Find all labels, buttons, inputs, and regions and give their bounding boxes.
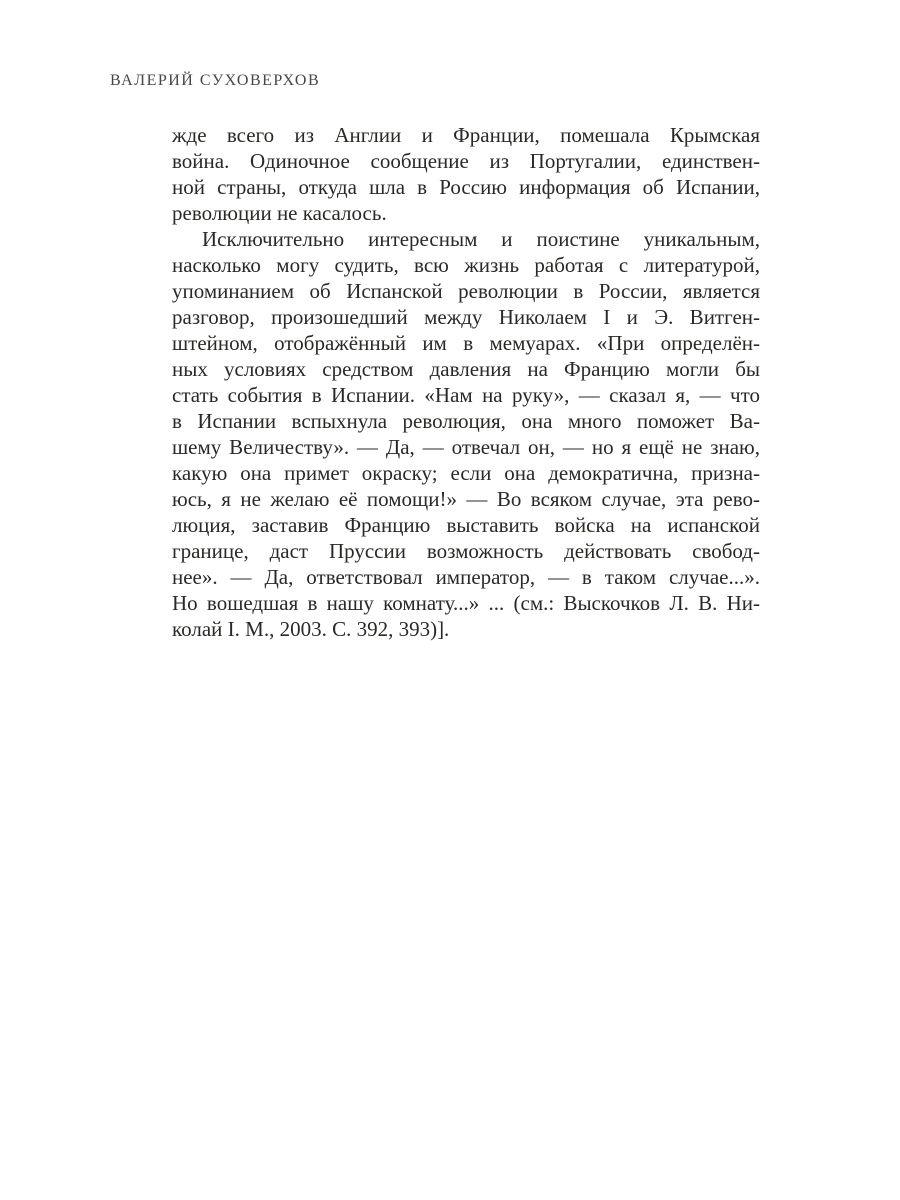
text-line: нее». — Да, ответствовал император, — в таком случае...».	[172, 565, 760, 589]
text-line: Но вошедшая в нашу комнату...» ... (см.: Выскочков Л. В. Ни-	[172, 591, 760, 615]
text-line: стать события в Испании. «Нам на руку», — сказал я, — что	[172, 383, 760, 407]
text-line: упоминанием об Испанской революции в России, является	[172, 279, 760, 303]
text-line: в Испании вспыхнула революция, она много поможет Ва-	[172, 409, 760, 433]
text-line: война. Одиночное сообщение из Португалии, единствен-	[172, 149, 760, 173]
text-line: разговор, произошедший между Николаем I и Э. Витген-	[172, 305, 760, 329]
text-line: границе, даст Пруссии возможность действовать свобод-	[172, 539, 760, 563]
text-line: шему Величеству». — Да, — отвечал он, — но я ещё не знаю,	[172, 435, 760, 459]
text-line: Исключительно интересным и поистине уникальным,	[202, 227, 760, 251]
text-line: юсь, я не желаю её помощи!» — Во всяком случае, эта рево-	[172, 487, 760, 511]
text-line: насколько могу судить, всю жизнь работая с литературой,	[172, 253, 760, 277]
text-line: какую она примет окраску; если она демократична, призна-	[172, 461, 760, 485]
text-line: штейном, отображённый им в мемуарах. «При определён-	[172, 331, 760, 355]
paragraph-dialogue	[172, 226, 760, 642]
text-line: ных условиях средством давления на Францию могли бы	[172, 357, 760, 381]
text-line: революции не касалось.	[172, 201, 387, 225]
text-line: люция, заставив Францию выставить войска на испанской	[172, 513, 760, 537]
text-block	[172, 122, 760, 642]
text-line: колай I. М., 2003. С. 392, 393)].	[172, 617, 450, 641]
paragraph-continuation	[172, 122, 760, 226]
text-line: ной страны, откуда шла в Россию информация об Испании,	[172, 175, 760, 199]
running-header: ВАЛЕРИЙ СУХОВЕРХОВ	[110, 72, 321, 89]
text-line: жде всего из Англии и Франции, помешала Крымская	[172, 123, 760, 147]
